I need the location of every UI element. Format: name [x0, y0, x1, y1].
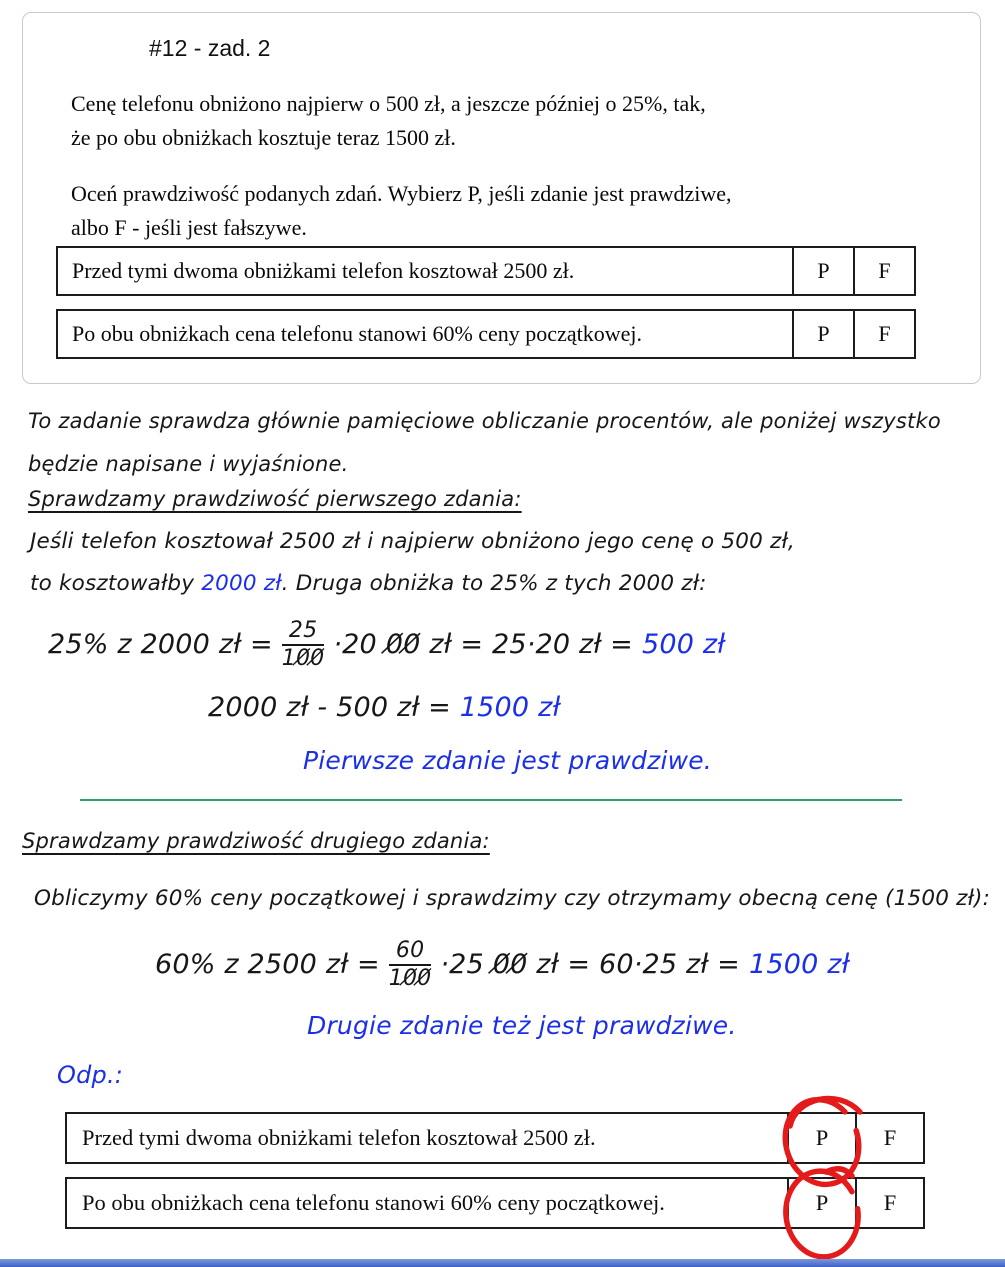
section2-intro: Obliczymy 60% ceny początkowej i sprawdzimy czy otrzymamy obecną cenę (1500 zł): [34, 886, 991, 911]
section2-heading: Sprawdzamy prawdziwość drugiego zdania: [22, 829, 490, 853]
section-divider [80, 799, 902, 801]
formula1-result: 500 zł [641, 629, 726, 661]
formula2-mid: ·25 0̸0̸ zł = 60·25 zł = [440, 949, 740, 981]
problem-card [22, 12, 981, 384]
problem-text [71, 87, 706, 155]
answer-table-row [65, 1177, 925, 1229]
table-row [56, 309, 916, 359]
formula1-lhs: 25% z 2000 zł = [48, 629, 273, 661]
section1-line-2 [30, 571, 707, 596]
answer-table-row [65, 1112, 925, 1164]
answer-p-cell: P [792, 311, 853, 357]
solution-intro [28, 400, 941, 486]
line2-pre: to kosztowałby [30, 571, 202, 596]
bottom-blue-bar [0, 1259, 1005, 1267]
task-title: #12 - zad. 2 [149, 35, 271, 61]
formula-1 [48, 618, 725, 672]
instruction-text [71, 177, 731, 245]
calc1-blue: 1500 zł [459, 692, 561, 723]
answer-f-cell: F [853, 311, 914, 357]
intro-line-1: To zadanie sprawdza głównie pamięciowe obliczanie procentów, ale poniżej wszystko [28, 409, 941, 433]
answer-f-cell: F [853, 248, 914, 294]
answer-p-cell: P [792, 248, 853, 294]
formula-2 [155, 938, 850, 992]
problem-line-1: Cenę telefonu obniżono najpierw o 500 zł, a jeszcze później o 25%, tak, [71, 91, 706, 116]
answer-f-cell: F [855, 1179, 923, 1227]
problem-line-2: że po obu obniżkach kosztuje teraz 1500 zł. [71, 125, 456, 150]
table-row [56, 246, 916, 296]
conclusion-1: Pierwsze zdanie jest prawdziwe. [303, 746, 712, 775]
answer-label: Odp.: [57, 1061, 124, 1089]
answer-f-cell: F [855, 1114, 923, 1162]
statement-cell: Przed tymi dwoma obniżkami telefon kosztował 2500 zł. [72, 258, 575, 283]
calculation-1 [208, 692, 560, 723]
statement-cell: Przed tymi dwoma obniżkami telefon kosztował 2500 zł. [82, 1125, 596, 1150]
statement-cell: Po obu obniżkach cena telefonu stanowi 60% ceny początkowej. [72, 321, 642, 346]
answer-p-cell: P [787, 1179, 855, 1227]
fraction-25-100 [282, 618, 325, 672]
instruction-line-2: albo F - jeśli jest fałszywe. [71, 215, 307, 240]
section1-heading: Sprawdzamy prawdziwość pierwszego zdania: [28, 487, 522, 511]
answer-p-cell: P [787, 1114, 855, 1162]
line2-post: . Druga obniżka to 25% z tych 2000 zł: [281, 571, 707, 596]
line2-highlight: 2000 zł [201, 571, 282, 596]
conclusion-2: Drugie zdanie też jest prawdziwe. [307, 1011, 737, 1040]
statement-cell: Po obu obniżkach cena telefonu stanowi 60% ceny początkowej. [82, 1190, 665, 1215]
fraction-denominator: 10̸0̸ [388, 966, 432, 992]
fraction-numerator: 25 [282, 618, 324, 646]
formula2-lhs: 60% z 2500 zł = [155, 949, 380, 981]
section1-line-1: Jeśli telefon kosztował 2500 zł i najpierw obniżono jego cenę o 500 zł, [30, 529, 795, 554]
formula2-result: 1500 zł [748, 949, 850, 981]
intro-line-2: będzie napisane i wyjaśnione. [28, 452, 349, 476]
fraction-60-100 [389, 938, 432, 992]
formula1-mid: ·20 0̸0̸ zł = 25·20 zł = [333, 629, 633, 661]
fraction-denominator: 10̸0̸ [281, 646, 325, 672]
fraction-numerator: 60 [389, 938, 431, 966]
instruction-line-1: Oceń prawdziwość podanych zdań. Wybierz P, jeśli zdanie jest prawdziwe, [71, 181, 732, 206]
calc1-black: 2000 zł - 500 zł = [208, 692, 451, 723]
